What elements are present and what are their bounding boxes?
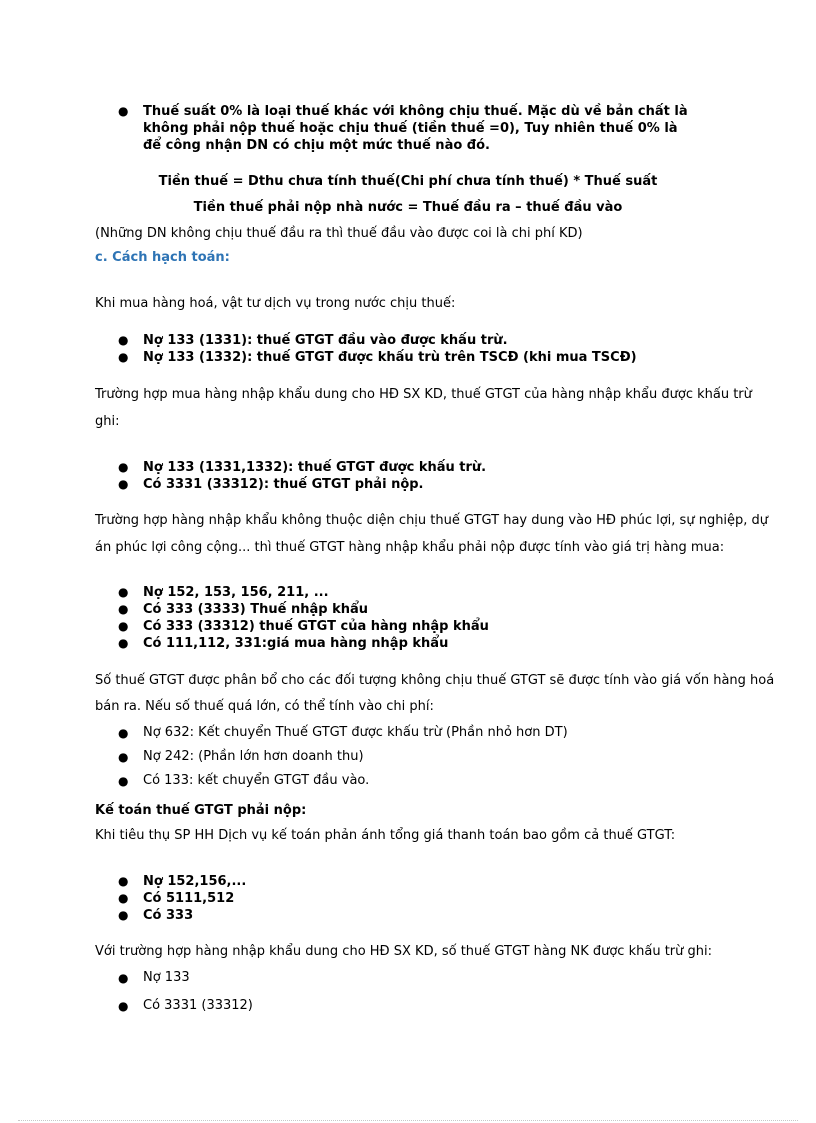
list-item — [118, 601, 489, 618]
list-item-text: Có 3331 (33312): thuế GTGT phải nộp. — [143, 477, 424, 492]
list-item — [118, 349, 637, 366]
intro-text: Thuế suất 0% là loại thuế khác với không chịu thuế. Mặc dù về bản chất là không phải nộp thuế hoặc chịu thuế (tiền thuế =0), Tuy nhiên thuế 0% là để công nhận DN có chịu một mức thuế nào đó. — [143, 104, 688, 153]
list-item — [118, 584, 489, 601]
paragraph: Khi mua hàng hoá, vật tư dịch vụ trong nước chịu thuế: — [95, 296, 456, 311]
list-item-text: Có 111,112, 331:giá mua hàng nhập khẩu — [143, 636, 449, 651]
list-item — [118, 721, 568, 745]
list-item-text: Có 3331 (33312) — [143, 998, 253, 1013]
list-item — [118, 745, 568, 769]
list-item — [118, 103, 688, 154]
paragraph-line: ghi: — [95, 414, 120, 429]
paragraph-line: Số thuế GTGT được phân bổ cho các đối tượng không chịu thuế GTGT sẽ được tính vào giá vốn hàng hoá — [95, 673, 775, 688]
list-item — [118, 618, 489, 635]
list-item-text: Nợ 133 (1331,1332): thuế GTGT được khấu trừ. — [143, 460, 487, 475]
list-2 — [118, 459, 486, 493]
list-item — [118, 966, 253, 990]
list-item — [118, 635, 489, 652]
paragraph-line: Trường hợp mua hàng nhập khẩu dung cho HĐ SX KD, thuế GTGT của hàng nhập khẩu được khấu trừ — [95, 387, 752, 402]
list-item — [118, 459, 486, 476]
bullet-icon: ● — [118, 602, 129, 616]
list-item — [118, 890, 246, 907]
paragraph-line: án phúc lợi công cộng... thì thuế GTGT hàng nhập khẩu phải nộp được tính vào giá trị hàng mua: — [95, 540, 725, 555]
list-item — [118, 907, 246, 924]
bullet-icon: ● — [118, 477, 129, 491]
bullet-icon: ● — [118, 636, 129, 650]
bullet-icon: ● — [118, 350, 129, 364]
subheading: Kế toán thuế GTGT phải nộp: — [95, 803, 307, 818]
list-6 — [118, 966, 253, 1018]
list-item — [118, 994, 253, 1018]
section-heading: c. Cách hạch toán: — [95, 250, 230, 265]
note-text: (Những DN không chịu thuế đầu ra thì thuế đầu vào được coi là chi phí KD) — [95, 226, 583, 241]
list-item-text: Nợ 152,156,... — [143, 874, 247, 889]
list-item-text: Nợ 133 (1331): thuế GTGT đầu vào được khấu trừ. — [143, 333, 508, 348]
formula-2: Tiền thuế phải nộp nhà nước = Thuế đầu ra – thuế đầu vào — [193, 200, 623, 215]
paragraph-line: Trường hợp hàng nhập khẩu không thuộc diện chịu thuế GTGT hay dung vào HĐ phúc lợi, sự nghiệp, dự — [95, 513, 769, 528]
bullet-icon: ● — [118, 874, 129, 888]
list-item-text: Nợ 152, 153, 156, 211, ... — [143, 585, 329, 600]
bullet-icon: ● — [118, 619, 129, 633]
intro-list — [118, 103, 688, 154]
formula-1: Tiền thuế = Dthu chưa tính thuế(Chi phí chưa tính thuế) * Thuế suất — [158, 174, 658, 189]
list-5 — [118, 873, 246, 924]
bullet-icon: ● — [118, 891, 129, 905]
list-3 — [118, 584, 489, 652]
page-divider — [18, 1120, 798, 1121]
bullet-icon: ● — [118, 726, 129, 740]
paragraph-line: bán ra. Nếu số thuế quá lớn, có thể tính vào chi phí: — [95, 699, 434, 714]
bullet-icon: ● — [118, 460, 129, 474]
bullet-icon: ● — [118, 585, 129, 599]
list-item-text: Có 333 — [143, 908, 194, 923]
list-item-text: Nợ 632: Kết chuyển Thuế GTGT được khấu trừ (Phần nhỏ hơn DT) — [143, 725, 568, 740]
bullet-icon: ● — [118, 750, 129, 764]
bullet-icon: ● — [118, 971, 129, 985]
paragraph: Khi tiêu thụ SP HH Dịch vụ kế toán phản ánh tổng giá thanh toán bao gồm cả thuế GTGT: — [95, 828, 676, 843]
list-item-text: Nợ 242: (Phần lớn hơn doanh thu) — [143, 749, 364, 764]
list-item-text: Có 333 (3333) Thuế nhập khẩu — [143, 602, 369, 617]
list-item-text: Nợ 133 — [143, 970, 190, 985]
bullet-icon: ● — [118, 104, 129, 118]
list-item-text: Có 333 (33312) thuế GTGT của hàng nhập khẩu — [143, 619, 489, 634]
bullet-icon: ● — [118, 908, 129, 922]
list-item-text: Có 133: kết chuyển GTGT đầu vào. — [143, 773, 370, 788]
list-item — [118, 476, 486, 493]
bullet-icon: ● — [118, 999, 129, 1013]
list-item-text: Có 5111,512 — [143, 891, 235, 906]
list-4 — [118, 721, 568, 793]
bullet-icon: ● — [118, 333, 129, 347]
paragraph: Với trường hợp hàng nhập khẩu dung cho HĐ SX KD, số thuế GTGT hàng NK được khấu trừ ghi: — [95, 944, 712, 959]
list-item — [118, 769, 568, 793]
list-item — [118, 332, 637, 349]
list-1 — [118, 332, 637, 366]
bullet-icon: ● — [118, 774, 129, 788]
list-item — [118, 873, 246, 890]
list-item-text: Nợ 133 (1332): thuế GTGT được khấu trù trên TSCĐ (khi mua TSCĐ) — [143, 350, 637, 365]
